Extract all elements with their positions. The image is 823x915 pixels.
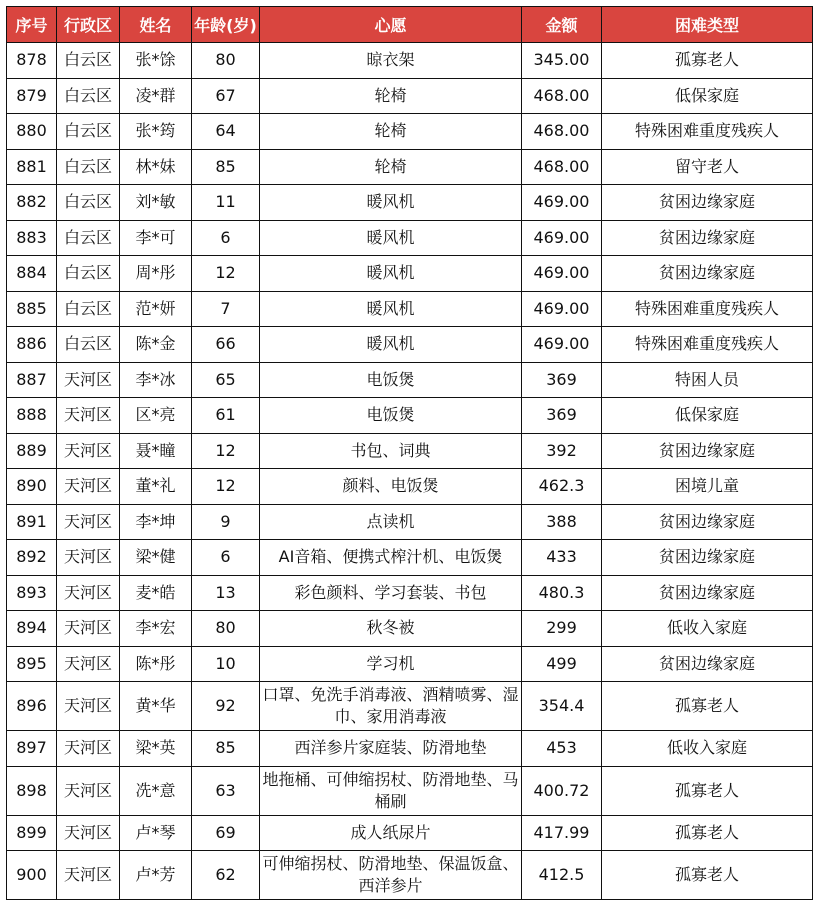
cell-district: 天河区	[57, 766, 120, 815]
cell-age: 67	[192, 78, 260, 114]
cell-hardship-type: 贫困边缘家庭	[602, 185, 813, 221]
cell-age: 7	[192, 291, 260, 327]
table-row	[7, 220, 813, 256]
cell-district: 白云区	[57, 114, 120, 150]
cell-age: 12	[192, 469, 260, 505]
table-row	[7, 851, 813, 900]
cell-name: 凌*群	[120, 78, 192, 114]
cell-name: 李*可	[120, 220, 192, 256]
header-name: 姓名	[120, 7, 192, 43]
cell-amount: 468.00	[522, 114, 602, 150]
cell-wish: 彩色颜料、学习套装、书包	[260, 575, 522, 611]
cell-name: 区*亮	[120, 398, 192, 434]
table-row	[7, 611, 813, 647]
table-row	[7, 43, 813, 79]
cell-id: 889	[7, 433, 57, 469]
cell-id: 884	[7, 256, 57, 292]
cell-wish: 书包、词典	[260, 433, 522, 469]
cell-district: 白云区	[57, 291, 120, 327]
cell-amount: 392	[522, 433, 602, 469]
cell-age: 62	[192, 851, 260, 900]
cell-district: 白云区	[57, 185, 120, 221]
cell-wish: 地拖桶、可伸缩拐杖、防滑地垫、马桶刷	[260, 766, 522, 815]
cell-name: 冼*意	[120, 766, 192, 815]
cell-id: 899	[7, 815, 57, 851]
cell-name: 张*馀	[120, 43, 192, 79]
cell-id: 897	[7, 731, 57, 767]
cell-name: 梁*健	[120, 540, 192, 576]
cell-amount: 345.00	[522, 43, 602, 79]
cell-wish: 秋冬被	[260, 611, 522, 647]
table-row	[7, 433, 813, 469]
cell-age: 61	[192, 398, 260, 434]
cell-district: 白云区	[57, 78, 120, 114]
cell-age: 85	[192, 731, 260, 767]
cell-hardship-type: 困境儿童	[602, 469, 813, 505]
cell-hardship-type: 低保家庭	[602, 398, 813, 434]
cell-age: 10	[192, 646, 260, 682]
cell-name: 黄*华	[120, 682, 192, 731]
cell-amount: 412.5	[522, 851, 602, 900]
table-row	[7, 362, 813, 398]
cell-amount: 462.3	[522, 469, 602, 505]
cell-name: 麦*皓	[120, 575, 192, 611]
table-row	[7, 291, 813, 327]
cell-district: 白云区	[57, 220, 120, 256]
table-row	[7, 646, 813, 682]
cell-age: 9	[192, 504, 260, 540]
table-row	[7, 682, 813, 731]
cell-amount: 469.00	[522, 327, 602, 363]
cell-hardship-type: 特困人员	[602, 362, 813, 398]
cell-wish: 暖风机	[260, 256, 522, 292]
cell-district: 天河区	[57, 646, 120, 682]
cell-id: 896	[7, 682, 57, 731]
cell-hardship-type: 特殊困难重度残疾人	[602, 114, 813, 150]
cell-district: 天河区	[57, 815, 120, 851]
cell-district: 天河区	[57, 504, 120, 540]
cell-amount: 369	[522, 398, 602, 434]
cell-hardship-type: 孤寡老人	[602, 815, 813, 851]
cell-id: 893	[7, 575, 57, 611]
cell-wish: 轮椅	[260, 78, 522, 114]
cell-age: 85	[192, 149, 260, 185]
cell-hardship-type: 低收入家庭	[602, 611, 813, 647]
cell-name: 范*妍	[120, 291, 192, 327]
cell-hardship-type: 孤寡老人	[602, 43, 813, 79]
cell-district: 天河区	[57, 611, 120, 647]
cell-age: 92	[192, 682, 260, 731]
cell-amount: 499	[522, 646, 602, 682]
wish-list-table	[6, 6, 813, 900]
cell-hardship-type: 低收入家庭	[602, 731, 813, 767]
cell-wish: 点读机	[260, 504, 522, 540]
cell-id: 891	[7, 504, 57, 540]
cell-id: 900	[7, 851, 57, 900]
cell-age: 80	[192, 43, 260, 79]
cell-district: 天河区	[57, 469, 120, 505]
cell-name: 林*妹	[120, 149, 192, 185]
cell-id: 898	[7, 766, 57, 815]
cell-hardship-type: 贫困边缘家庭	[602, 646, 813, 682]
cell-id: 880	[7, 114, 57, 150]
cell-age: 11	[192, 185, 260, 221]
cell-amount: 299	[522, 611, 602, 647]
cell-age: 69	[192, 815, 260, 851]
table-header-row	[7, 7, 813, 43]
cell-name: 李*宏	[120, 611, 192, 647]
cell-amount: 400.72	[522, 766, 602, 815]
cell-hardship-type: 孤寡老人	[602, 682, 813, 731]
table-row	[7, 256, 813, 292]
cell-age: 63	[192, 766, 260, 815]
cell-hardship-type: 孤寡老人	[602, 766, 813, 815]
cell-id: 886	[7, 327, 57, 363]
cell-amount: 354.4	[522, 682, 602, 731]
cell-name: 张*筠	[120, 114, 192, 150]
cell-age: 13	[192, 575, 260, 611]
cell-name: 卢*琴	[120, 815, 192, 851]
table-row	[7, 575, 813, 611]
cell-hardship-type: 贫困边缘家庭	[602, 540, 813, 576]
cell-district: 白云区	[57, 256, 120, 292]
cell-hardship-type: 贫困边缘家庭	[602, 433, 813, 469]
cell-district: 天河区	[57, 398, 120, 434]
table-row	[7, 540, 813, 576]
table-row	[7, 327, 813, 363]
cell-wish: 轮椅	[260, 149, 522, 185]
cell-name: 梁*英	[120, 731, 192, 767]
cell-hardship-type: 低保家庭	[602, 78, 813, 114]
cell-district: 天河区	[57, 540, 120, 576]
cell-district: 天河区	[57, 731, 120, 767]
header-amount: 金额	[522, 7, 602, 43]
table-row	[7, 185, 813, 221]
cell-age: 6	[192, 540, 260, 576]
cell-name: 李*坤	[120, 504, 192, 540]
cell-name: 周*彤	[120, 256, 192, 292]
cell-wish: 暖风机	[260, 291, 522, 327]
cell-hardship-type: 贫困边缘家庭	[602, 256, 813, 292]
cell-id: 895	[7, 646, 57, 682]
cell-name: 卢*芳	[120, 851, 192, 900]
table-row	[7, 766, 813, 815]
table-row	[7, 731, 813, 767]
wish-list-table-container	[6, 6, 813, 900]
cell-age: 65	[192, 362, 260, 398]
cell-amount: 453	[522, 731, 602, 767]
cell-wish: 成人纸尿片	[260, 815, 522, 851]
cell-id: 887	[7, 362, 57, 398]
cell-age: 80	[192, 611, 260, 647]
cell-hardship-type: 贫困边缘家庭	[602, 504, 813, 540]
header-district: 行政区	[57, 7, 120, 43]
cell-district: 天河区	[57, 682, 120, 731]
cell-name: 陈*金	[120, 327, 192, 363]
cell-wish: 电饭煲	[260, 398, 522, 434]
cell-hardship-type: 贫困边缘家庭	[602, 220, 813, 256]
cell-district: 白云区	[57, 149, 120, 185]
cell-id: 894	[7, 611, 57, 647]
cell-id: 881	[7, 149, 57, 185]
table-row	[7, 469, 813, 505]
cell-amount: 417.99	[522, 815, 602, 851]
cell-age: 64	[192, 114, 260, 150]
cell-age: 6	[192, 220, 260, 256]
cell-id: 879	[7, 78, 57, 114]
cell-district: 天河区	[57, 851, 120, 900]
cell-hardship-type: 贫困边缘家庭	[602, 575, 813, 611]
cell-wish: 可伸缩拐杖、防滑地垫、保温饭盒、西洋参片	[260, 851, 522, 900]
cell-wish: 晾衣架	[260, 43, 522, 79]
header-age: 年龄(岁)	[192, 7, 260, 43]
cell-hardship-type: 留守老人	[602, 149, 813, 185]
cell-wish: 电饭煲	[260, 362, 522, 398]
cell-name: 陈*彤	[120, 646, 192, 682]
cell-name: 董*礼	[120, 469, 192, 505]
cell-amount: 369	[522, 362, 602, 398]
cell-amount: 388	[522, 504, 602, 540]
cell-amount: 433	[522, 540, 602, 576]
cell-age: 12	[192, 433, 260, 469]
cell-district: 天河区	[57, 433, 120, 469]
cell-id: 890	[7, 469, 57, 505]
table-row	[7, 114, 813, 150]
table-row	[7, 504, 813, 540]
table-row	[7, 78, 813, 114]
table-row	[7, 398, 813, 434]
header-wish: 心愿	[260, 7, 522, 43]
cell-wish: 西洋参片家庭装、防滑地垫	[260, 731, 522, 767]
cell-district: 白云区	[57, 327, 120, 363]
cell-amount: 468.00	[522, 78, 602, 114]
cell-amount: 469.00	[522, 220, 602, 256]
table-row	[7, 149, 813, 185]
cell-district: 白云区	[57, 43, 120, 79]
header-id: 序号	[7, 7, 57, 43]
table-row	[7, 815, 813, 851]
cell-wish: AI音箱、便携式榨汁机、电饭煲	[260, 540, 522, 576]
cell-name: 李*冰	[120, 362, 192, 398]
cell-amount: 468.00	[522, 149, 602, 185]
cell-amount: 469.00	[522, 185, 602, 221]
cell-age: 12	[192, 256, 260, 292]
cell-name: 刘*敏	[120, 185, 192, 221]
cell-id: 882	[7, 185, 57, 221]
cell-id: 892	[7, 540, 57, 576]
cell-name: 聂*瞳	[120, 433, 192, 469]
header-hardship-type: 困难类型	[602, 7, 813, 43]
cell-wish: 学习机	[260, 646, 522, 682]
cell-hardship-type: 孤寡老人	[602, 851, 813, 900]
cell-amount: 480.3	[522, 575, 602, 611]
cell-hardship-type: 特殊困难重度残疾人	[602, 327, 813, 363]
cell-id: 883	[7, 220, 57, 256]
cell-wish: 暖风机	[260, 327, 522, 363]
cell-wish: 暖风机	[260, 220, 522, 256]
cell-amount: 469.00	[522, 256, 602, 292]
cell-wish: 口罩、免洗手消毒液、酒精喷雾、湿巾、家用消毒液	[260, 682, 522, 731]
cell-amount: 469.00	[522, 291, 602, 327]
cell-wish: 轮椅	[260, 114, 522, 150]
cell-district: 天河区	[57, 575, 120, 611]
cell-district: 天河区	[57, 362, 120, 398]
cell-wish: 暖风机	[260, 185, 522, 221]
cell-id: 885	[7, 291, 57, 327]
cell-age: 66	[192, 327, 260, 363]
cell-wish: 颜料、电饭煲	[260, 469, 522, 505]
cell-id: 888	[7, 398, 57, 434]
cell-hardship-type: 特殊困难重度残疾人	[602, 291, 813, 327]
table-body	[7, 43, 813, 900]
cell-id: 878	[7, 43, 57, 79]
